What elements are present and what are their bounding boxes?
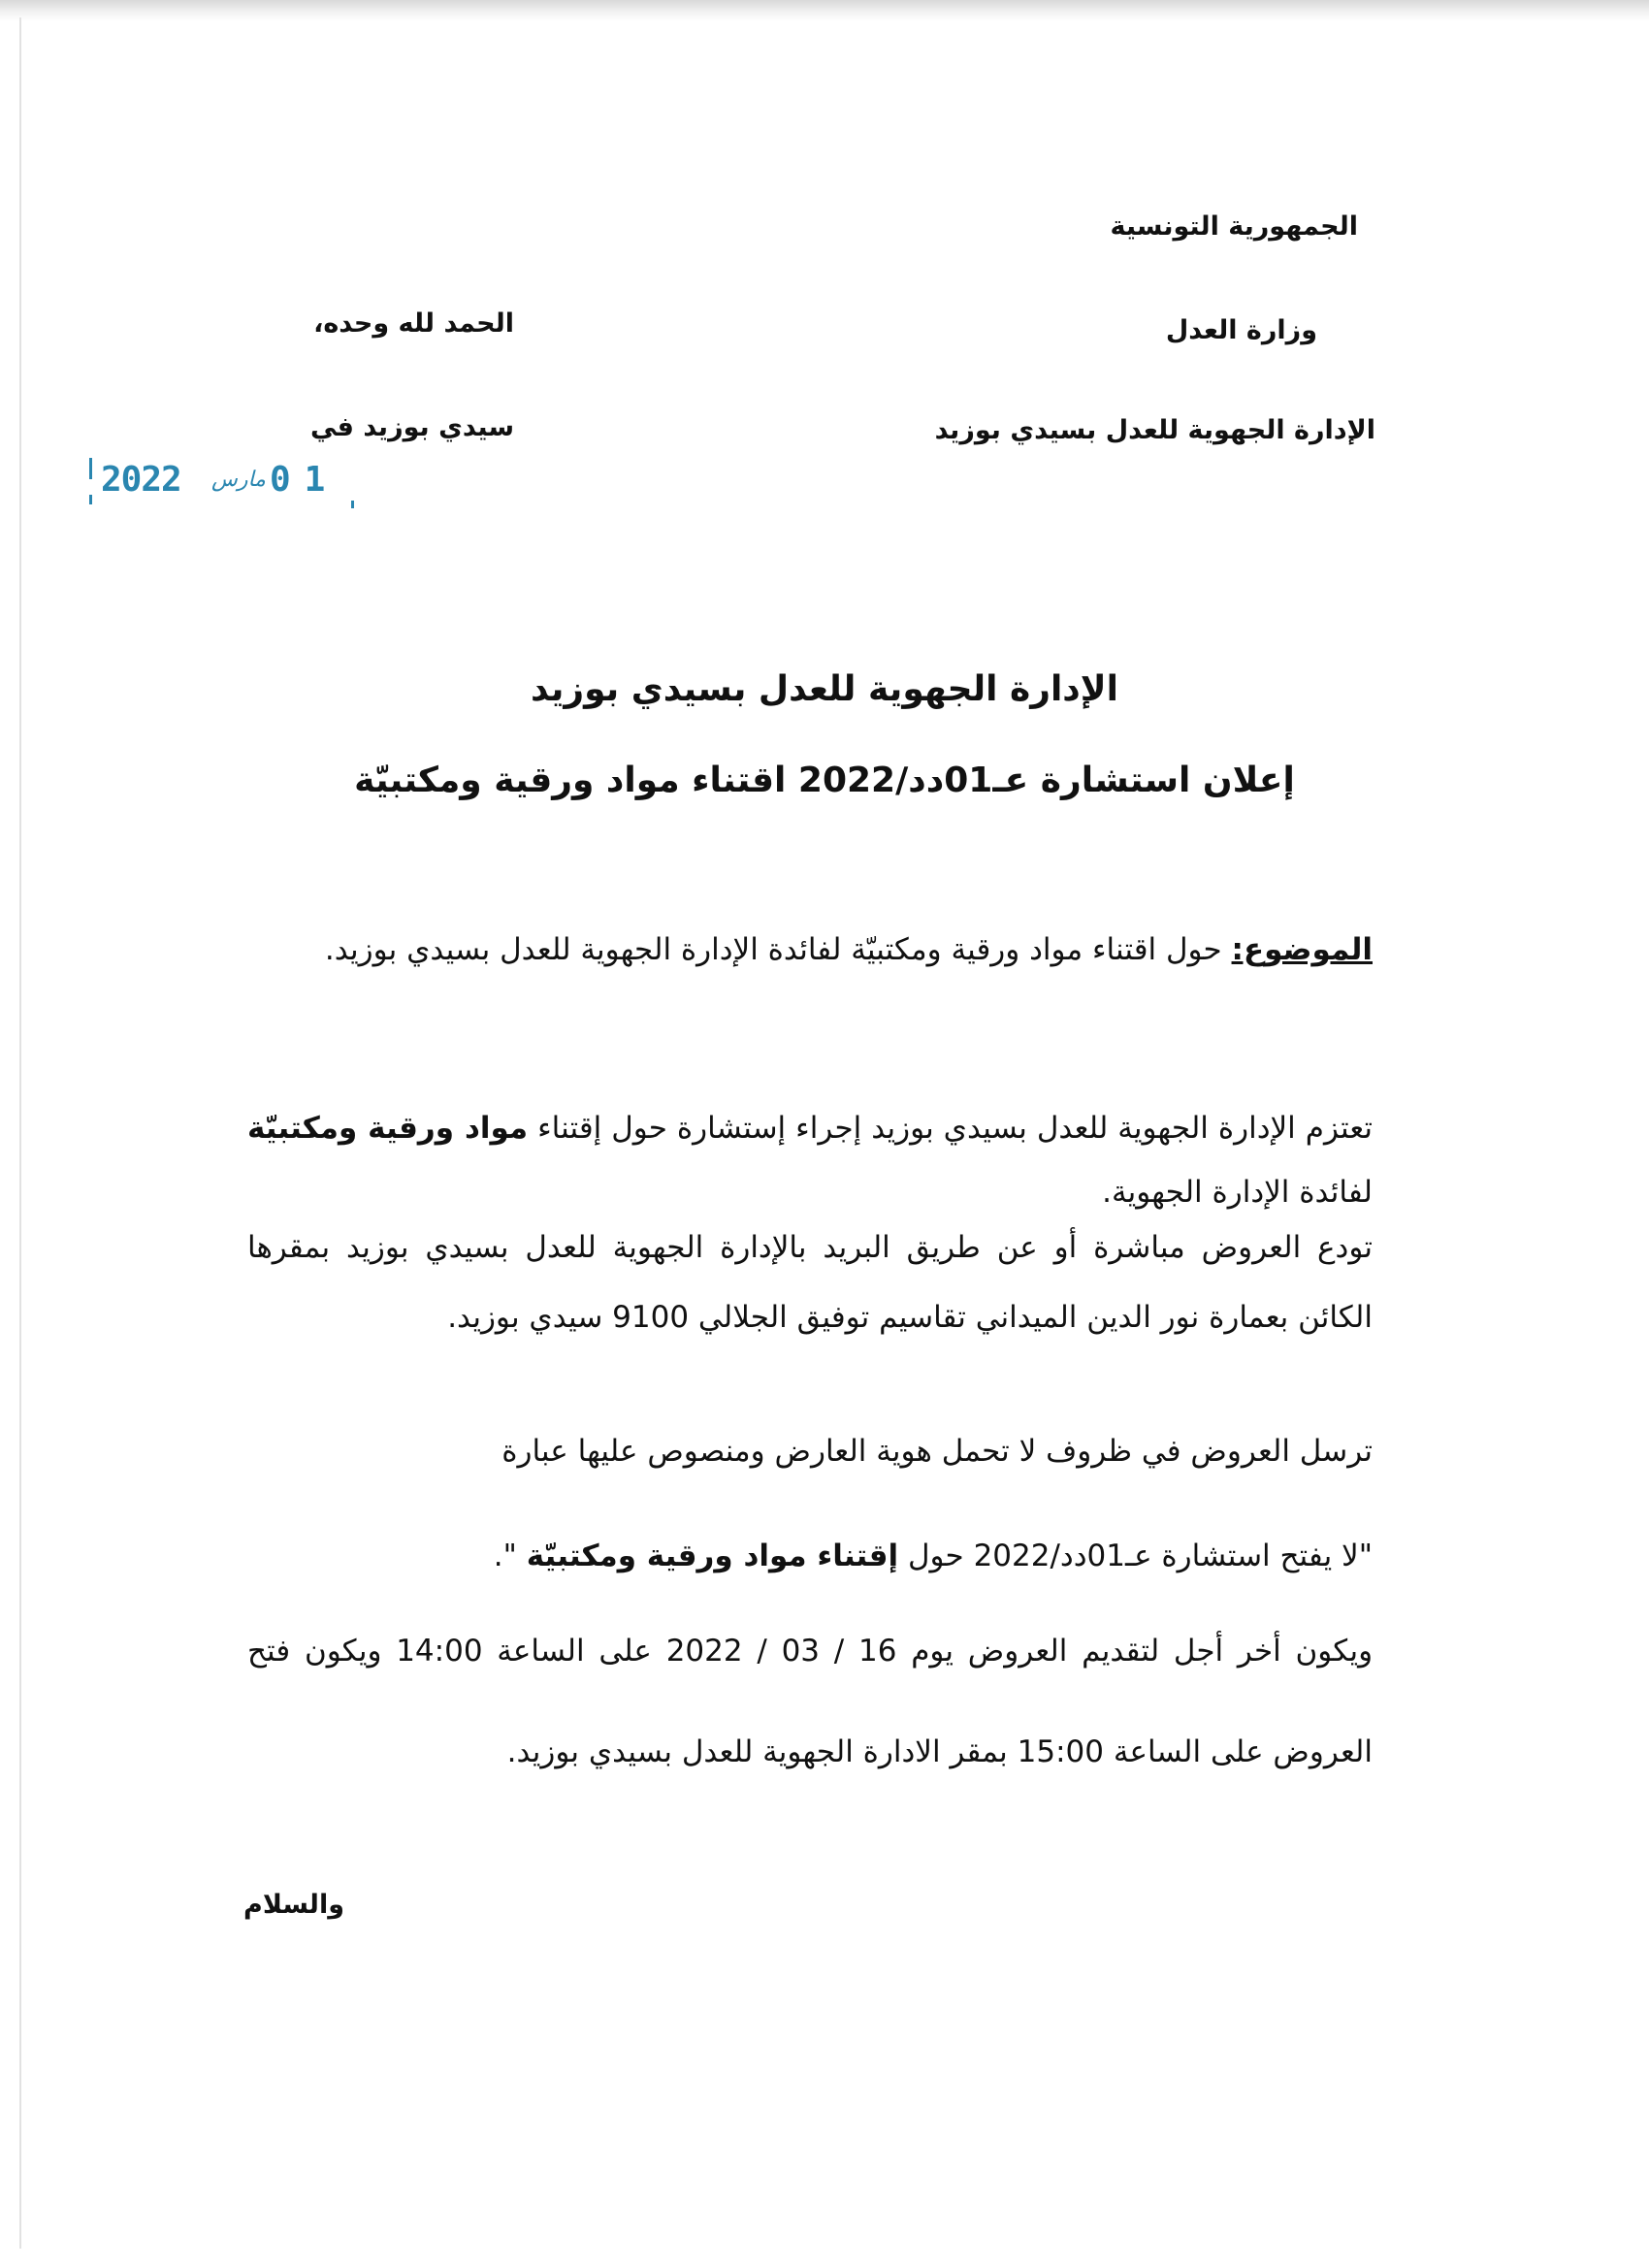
date-stamp	[85, 456, 376, 510]
subject-text: حول اقتناء مواد ورقية ومكتبيّة لفائدة الإدارة الجهوية للعدل بسيدي بوزيد.	[324, 932, 1232, 967]
announcement-title: إعلان استشارة عـ01دد/2022 اقتناء مواد ورقية ومكتبيّة	[354, 761, 1295, 800]
paragraph-intent-bold: مواد ورقية ومكتبيّة	[247, 1111, 529, 1146]
scan-edge-left	[19, 17, 21, 2249]
subject-line	[247, 922, 1373, 978]
header-ministry: وزارة العدل	[1165, 315, 1317, 345]
header-regional-admin: الإدارة الجهوية للعدل بسيدي بوزيد	[934, 415, 1375, 445]
paragraph-submission: تودع العروض مباشرة أو عن طريق البريد بالإدارة الجهوية للعدل بسيدي بوزيد بمقرها الكائن بعمارة نور الدين الميداني تقاسيم توفيق الجلالي 9100 سيدي بوزيد.	[247, 1230, 1373, 1335]
subject-label: الموضوع:	[1231, 932, 1373, 967]
paragraph-deadline: ويكون أخر أجل لتقديم العروض يوم 16 / 03 / 2022 على الساعة 14:00 ويكون فتح العروض على الساعة 15:00 بمقر الادارة الجهوية للعدل بسيدي بوزيد.	[247, 1634, 1374, 1769]
paragraph-intent	[247, 1096, 1373, 1224]
header-praise: الحمد لله وحده،	[313, 308, 514, 339]
envelope-text-start: "لا يفتح استشارة عـ01دد/2022 حول	[898, 1539, 1373, 1573]
header-republic: الجمهورية التونسية	[1110, 211, 1358, 242]
document-title: الإدارة الجهوية للعدل بسيدي بوزيد	[531, 669, 1118, 709]
stamp-year: 2022	[101, 460, 181, 500]
paragraph-envelope-text	[247, 1525, 1373, 1587]
paragraph-envelopes: ترسل العروض في ظروف لا تحمل هوية العارض ومنصوص عليها عبارة	[501, 1434, 1373, 1469]
closing-salutation: والسلام	[243, 1890, 344, 1920]
envelope-text-end: ".	[493, 1539, 527, 1573]
envelope-text-bold: إقتناء مواد ورقية ومكتبيّة	[526, 1539, 899, 1573]
paragraph-intent-text: تعتزم الإدارة الجهوية للعدل بسيدي بوزيد إجراء إستشارة حول إقتناء	[528, 1111, 1373, 1146]
stamp-day: 01	[270, 460, 340, 500]
stamp-month: مارس	[211, 468, 266, 492]
header-place-date: سيدي بوزيد في	[309, 412, 514, 442]
paragraph-intent-end: لفائدة الإدارة الجهوية.	[1102, 1175, 1373, 1210]
scan-edge-top	[0, 0, 1649, 21]
